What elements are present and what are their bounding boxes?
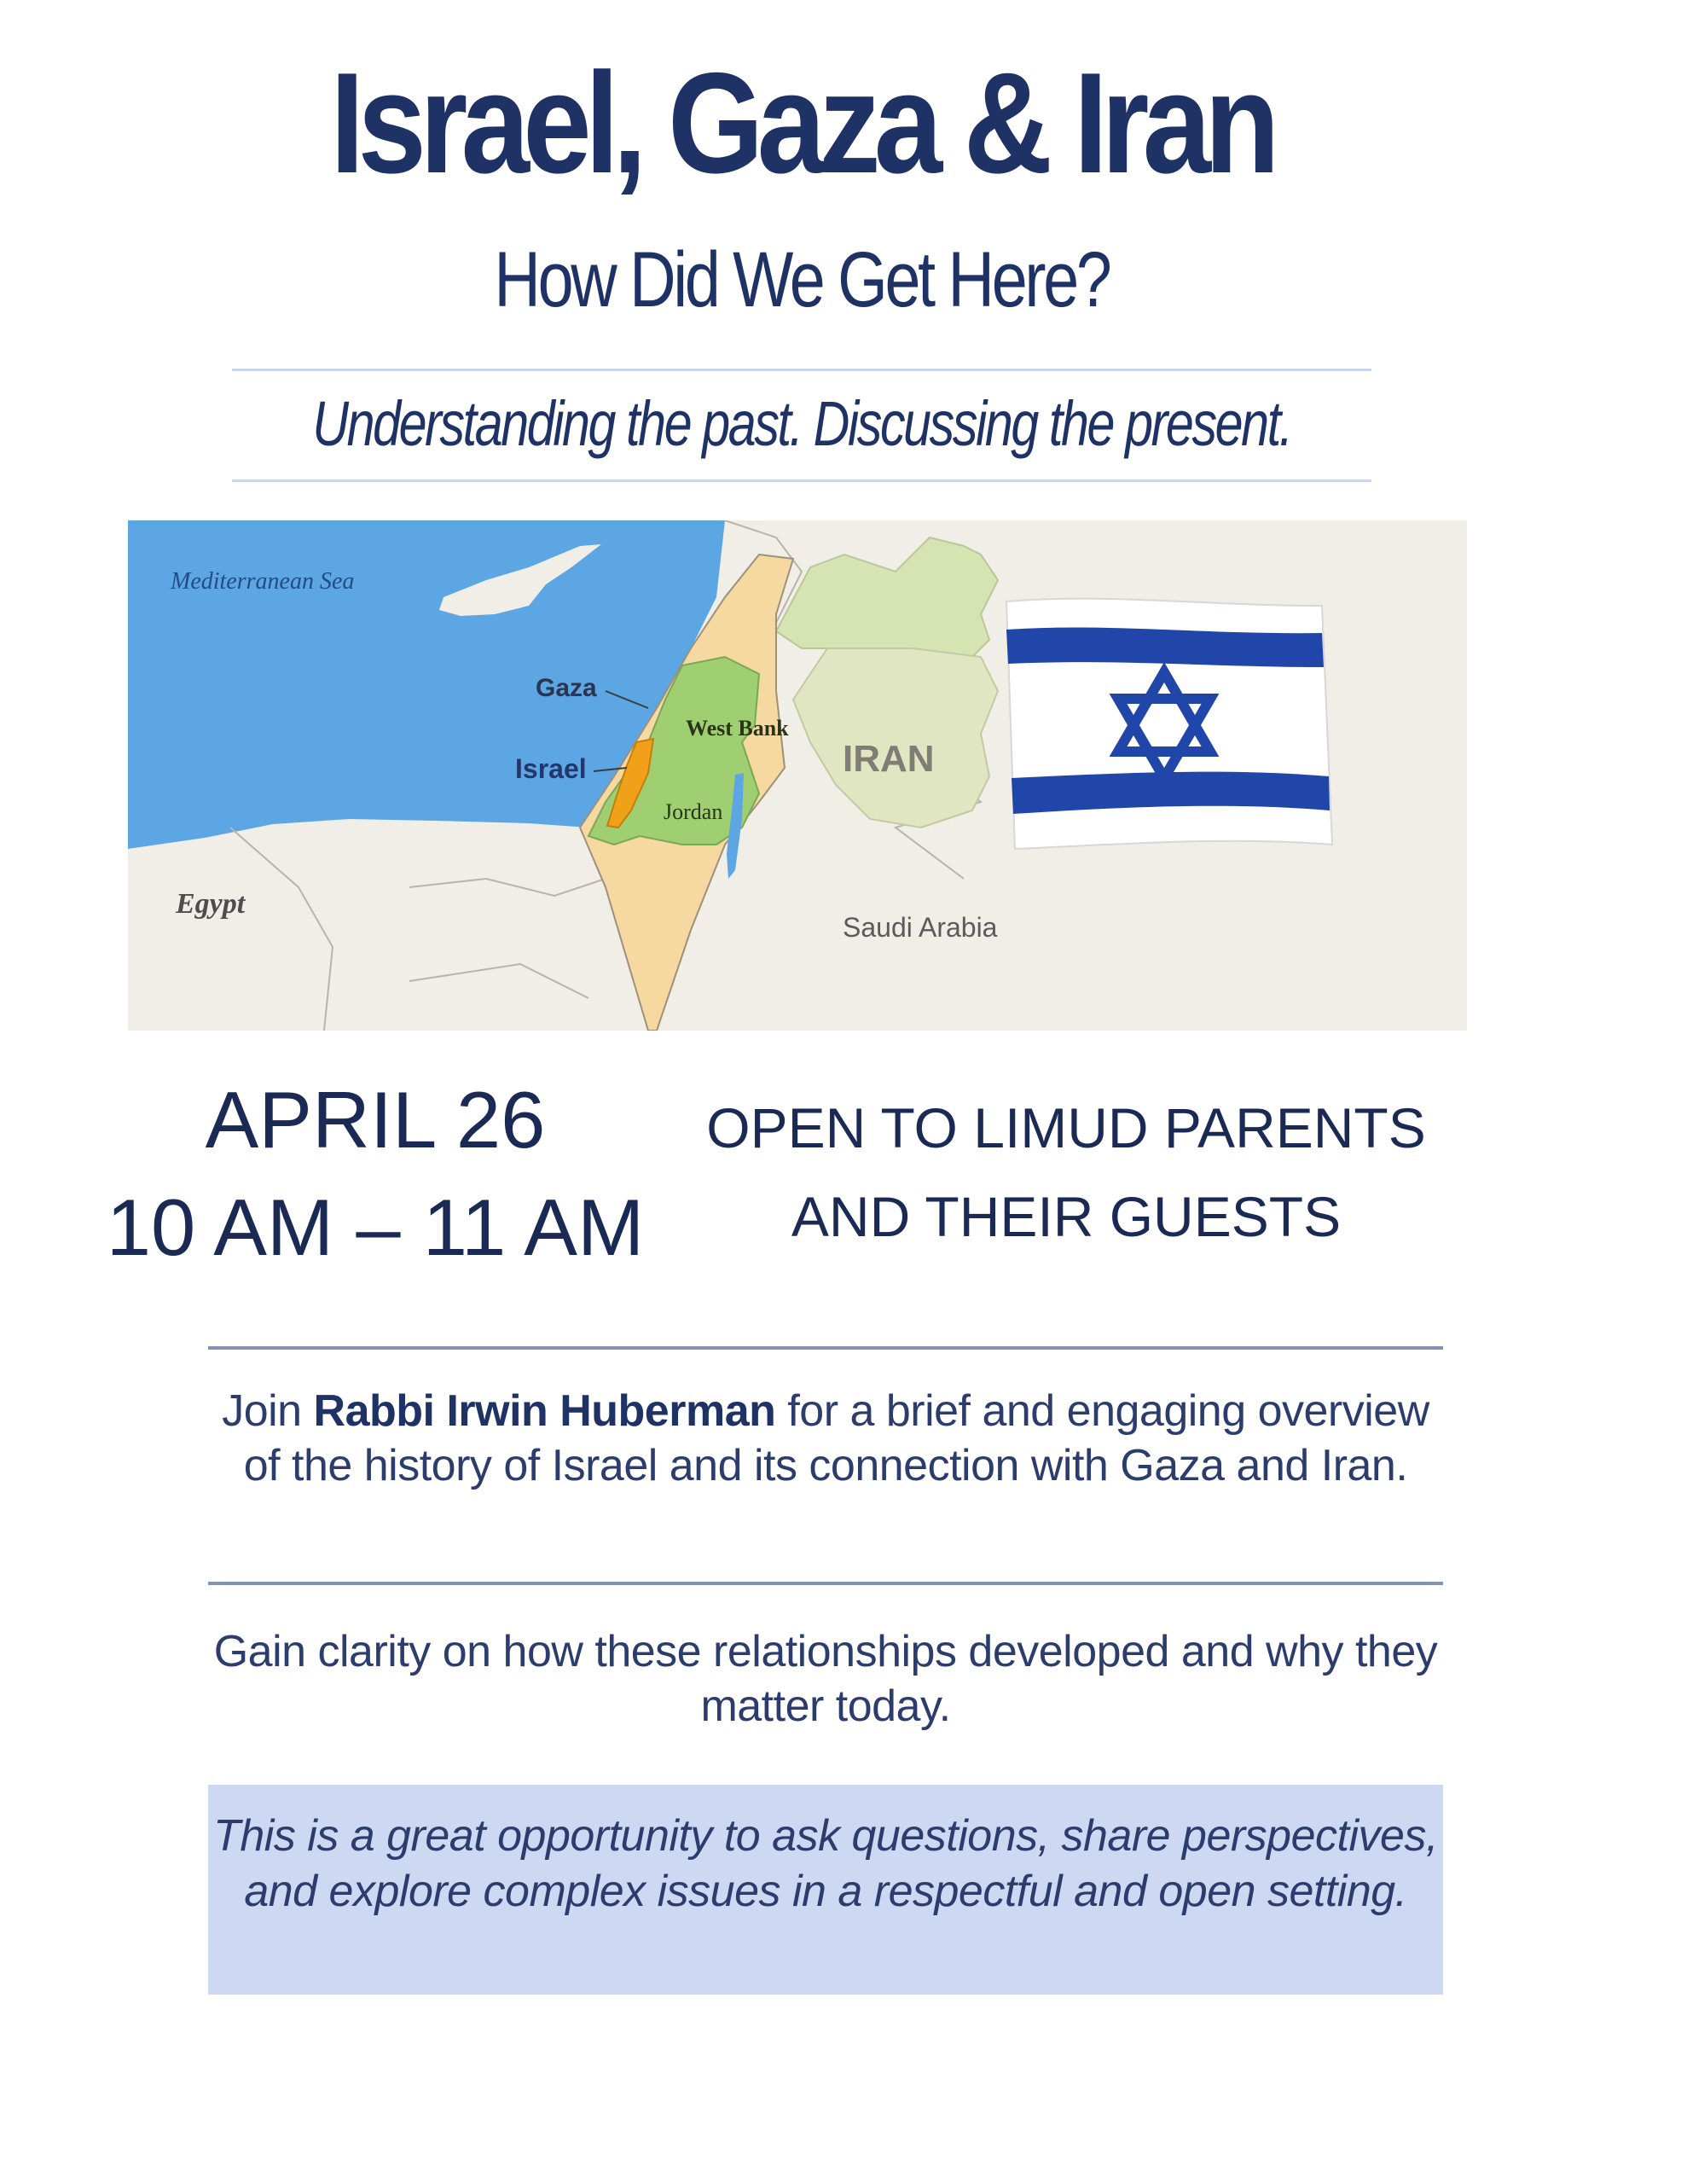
tagline: Understanding the past. Discussing the present. (312, 388, 1291, 459)
map-label-saudi-arabia: Saudi Arabia (843, 912, 998, 943)
intro-prefix: Join (222, 1386, 314, 1436)
callout-text: This is a great opportunity to ask questions, share perspectives, and explore complex issues in a respectful and open setting. (213, 1811, 1438, 1916)
map-label-gaza: Gaza (536, 674, 597, 702)
map-label-jordan: Jordan (664, 799, 723, 824)
map-label-israel: Israel (515, 753, 587, 784)
speaker-name: Rabbi Irwin Huberman (313, 1386, 776, 1436)
divider-body-middle (208, 1582, 1443, 1585)
divider-body-top (208, 1346, 1443, 1350)
divider-tagline-bottom (232, 479, 1371, 482)
page-subtitle: How Did We Get Here? (494, 236, 1110, 323)
middle-east-map (128, 520, 1467, 1031)
audience-line-1: OPEN TO LIMUD PARENTS (706, 1096, 1426, 1159)
intro-paragraph (213, 1384, 1438, 1493)
map-label-egypt: Egypt (176, 888, 246, 920)
page-title: Israel, Gaza & Iran (330, 43, 1273, 203)
intro-suffix: for a brief and engaging overview of the history of Israel and its connection with Gaza and Iran. (243, 1386, 1429, 1490)
israeli-flag-icon (1006, 599, 1332, 849)
map-label-iran: IRAN (843, 738, 935, 780)
event-datetime (51, 1066, 699, 1281)
audience-line-2: AND THEIR GUESTS (791, 1185, 1342, 1248)
map-label-west-bank: West Bank (686, 716, 789, 741)
map-label-sea: Mediterranean Sea (171, 568, 355, 595)
event-audience (682, 1083, 1450, 1261)
callout-box (208, 1785, 1443, 1995)
divider-top (232, 369, 1371, 371)
event-time: 10 AM – 11 AM (106, 1182, 645, 1272)
event-date: APRIL 26 (205, 1075, 546, 1165)
clarity-paragraph: Gain clarity on how these relationships developed and why they matter today. (213, 1627, 1438, 1731)
